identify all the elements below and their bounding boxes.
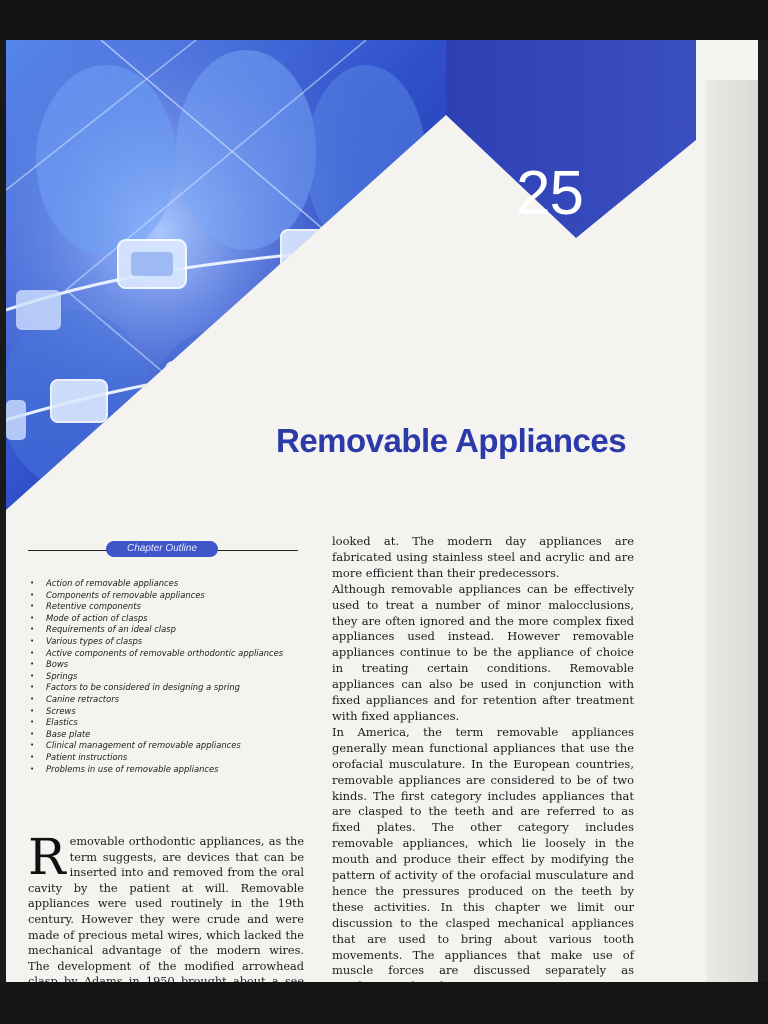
outline-item: • Action of removable appliances (28, 578, 318, 590)
outline-item: • Factors to be considered in designing a spring (28, 682, 318, 694)
outline-heading: Chapter Outline (106, 541, 218, 557)
background-bottom (0, 982, 768, 1024)
outline-item: • Springs (28, 671, 318, 683)
body-paragraph: Although removable appliances can be effectively used to treat a number of minor malocclusions, they are often ignored and the more complex fixed appliances used instead. However removable appliances continue to be the appliance of choice in treating certain conditions. Removable appliances can also be used in conjunction with fixed appliances and for retention after treatment with fixed appliances. (332, 581, 634, 723)
body-paragraph: In America, the term removable appliances generally mean functional appliances that use the orofacial musculature. In the European countries, removable appliances are considered to be of two kinds. The first category includes appliances that are clasped to the teeth and are referred to as fixed plates. The other category includes removable appliances, which lie loosely in the mouth and produce their effect by modifying the pattern of activity of the orofacial musculature and hence the pressures produced on the teeth by these activities. In this chapter we limit our discussion to the clasped mechanical appliances that are used to bring about various tooth movements. The appliances that make use of muscle forces are discussed separately as (332, 724, 634, 978)
chapter-number: 25 (516, 159, 583, 228)
book-page (6, 40, 758, 982)
outline-item: • Retentive components (28, 601, 318, 613)
outline-item: • Bows (28, 659, 318, 671)
outline-item: • Screws (28, 706, 318, 718)
outline-item: • Clinical management of removable appliances (28, 740, 318, 752)
outline-item: • Base plate (28, 729, 318, 741)
background-top (0, 0, 768, 40)
outline-item: • Patient instructions (28, 752, 318, 764)
outline-item: • Canine retractors (28, 694, 318, 706)
right-column (332, 534, 634, 1011)
outline-item: • Components of removable appliances (28, 590, 318, 602)
outline-item: • Various types of clasps (28, 636, 318, 648)
outline-item: • Problems in use of removable appliances (28, 764, 318, 776)
intro-paragraph-text: emovable orthodontic appliances, as the term suggests, are devices that can be inserted into and removed from the oral cavity by the patient at will. Removable appliances were used routinely in the 19th century. However they were crude and were made of precious metal wires, which lacked the mechanical advantage of the modern wires. The development of the modified arrowhead (28, 835, 304, 973)
outline-list (28, 578, 318, 775)
outline-item: • Elastics (28, 717, 318, 729)
outline-item: • Active components of removable orthodontic appliances (28, 648, 318, 660)
chapter-hero-image (6, 40, 758, 560)
outline-item: • Requirements of an ideal clasp (28, 624, 318, 636)
chapter-outline (28, 538, 318, 775)
chapter-title: Removable Appliances (276, 422, 627, 459)
outline-header (28, 538, 318, 562)
drop-cap: R (28, 828, 66, 886)
body-paragraph: looked at. The modern day appliances are fabricated using stainless steel and acrylic and are more efficient than their predecessors. (332, 534, 634, 580)
outline-item: • Mode of action of clasps (28, 613, 318, 625)
